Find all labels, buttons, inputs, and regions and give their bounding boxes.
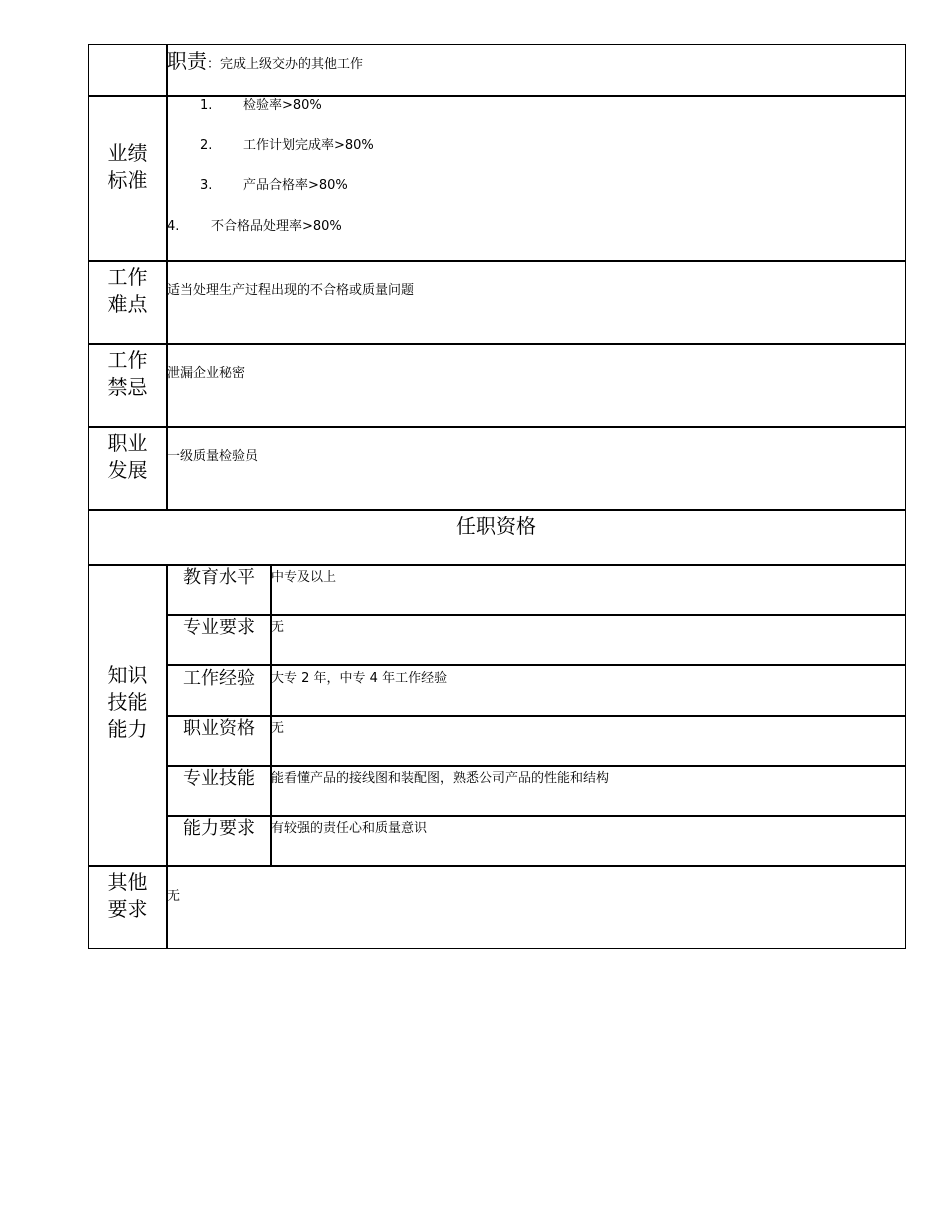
qualification-cert-value: 无 xyxy=(271,721,285,736)
career-text: 一级质量检验员 xyxy=(167,449,259,464)
taboo-text: 泄漏企业秘密 xyxy=(167,366,246,381)
duty-title: 职责 xyxy=(167,49,207,73)
knowledge-label: 知识 技能 能力 xyxy=(107,663,148,741)
performance-item-1-number: 1. xyxy=(200,98,213,113)
other-requirement-text: 无 xyxy=(167,889,181,904)
career-label: 职业 发展 xyxy=(107,431,148,482)
education-value: 中专及以上 xyxy=(271,570,337,585)
row-divider xyxy=(88,260,906,262)
qualification-heading-cell xyxy=(88,513,906,539)
difficulty-label: 工作 难点 xyxy=(107,265,148,316)
performance-item-2-number: 2. xyxy=(200,138,213,153)
row-divider xyxy=(167,815,906,817)
row-divider xyxy=(88,509,906,511)
professional-skill-label: 专业技能 xyxy=(183,768,255,789)
major-requirement-value: 无 xyxy=(271,620,285,635)
performance-item-4-text: 不合格品处理率>80% xyxy=(211,219,342,234)
professional-skill-value: 能看懂产品的接线图和装配图，熟悉公司产品的性能和结构 xyxy=(271,771,610,786)
qualification-heading: 任职资格 xyxy=(456,514,536,538)
ability-requirement-value: 有较强的责任心和质量意识 xyxy=(271,821,428,836)
performance-item-4-number: 4. xyxy=(167,219,180,234)
ability-requirement-label: 能力要求 xyxy=(183,818,255,839)
row-divider xyxy=(167,664,906,666)
performance-label: 业绩 标准 xyxy=(107,141,148,192)
row-divider xyxy=(167,715,906,717)
taboo-label: 工作 禁忌 xyxy=(107,348,148,399)
work-experience-value: 大专 2 年，中专 4 年工作经验 xyxy=(271,671,448,686)
row-divider xyxy=(167,614,906,616)
work-experience-label: 工作经验 xyxy=(183,668,255,689)
major-requirement-label: 专业要求 xyxy=(183,617,255,638)
performance-item-1-text: 检验率>80% xyxy=(243,98,322,113)
performance-item-3-number: 3. xyxy=(200,178,213,193)
duty-colon: ： xyxy=(207,57,221,72)
row-divider xyxy=(167,765,906,767)
row-divider xyxy=(88,426,906,428)
qualification-cert-label: 职业资格 xyxy=(183,718,255,739)
row-divider xyxy=(88,95,906,97)
education-label: 教育水平 xyxy=(183,567,255,588)
duty-cell xyxy=(167,48,363,74)
performance-item-2-text: 工作计划完成率>80% xyxy=(243,138,374,153)
row-divider xyxy=(88,865,906,867)
duty-text: 完成上级交办的其他工作 xyxy=(220,57,364,72)
difficulty-text: 适当处理生产过程出现的不合格或质量问题 xyxy=(167,283,415,298)
row-divider xyxy=(88,343,906,345)
performance-item-3-text: 产品合格率>80% xyxy=(243,178,348,193)
other-requirement-label: 其他 要求 xyxy=(107,870,148,921)
